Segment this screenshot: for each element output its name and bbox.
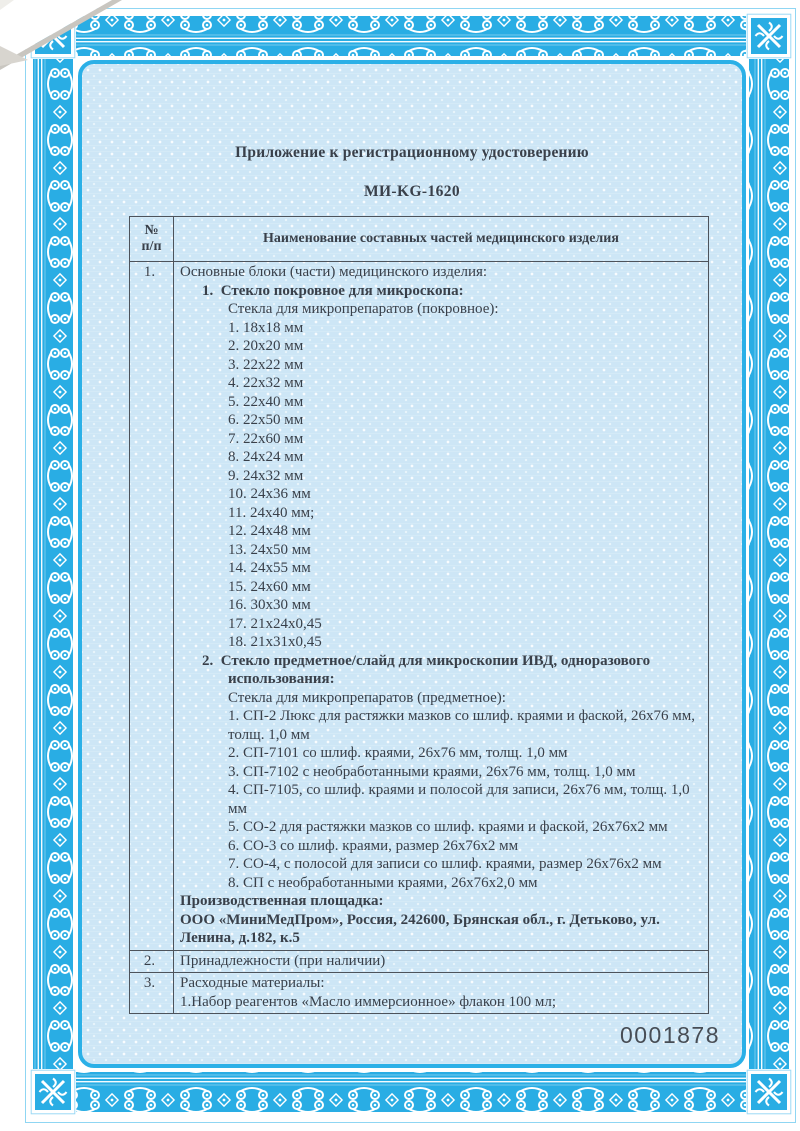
content-line: Стекла для микропрепаратов (покровное): [228,301,499,317]
content-line: 7. 22х60 мм [228,430,304,447]
table-row [130,950,709,973]
content-line: Расходные материалы: [180,975,325,991]
content-line: Принадлежности (при наличии) [180,952,386,969]
content-line: 11. 24х40 мм; [228,504,315,521]
content-line: 1.Набор реагентов «Масло иммерсионное» флакон 100 мл; [180,993,557,1010]
table-header-row [130,217,709,262]
content-line: 3. СП-7102 с необработанными краями, 26х76 мм, толщ. 1,0 мм [228,763,636,780]
row-content-cell [174,262,709,951]
content-line: ООО «МиниМедПром», Россия, 242600, Брянская обл., г. Детьково, ул. Ленина, д.182, к.5 [180,911,660,946]
content-line: 2. Стекло предметное/слайд для микроскопии ИВД, одноразового использования: [202,652,651,687]
components-table [129,216,709,1014]
content-line: 18. 21х31х0,45 [228,634,322,650]
content-line: 5. СО-2 для растяжки мазков со шлиф. краями и фаской, 26х76х2 мм [228,819,668,835]
content-line: 2. СП-7101 со шлиф. краями, 26х76 мм, толщ. 1,0 мм [228,745,568,761]
content-line: 7. СО-4, с полосой для записи со шлиф. краями, размер 26х76х2 мм [228,856,662,872]
content-line: 1. Стекло покровное для микроскопа: [202,282,464,299]
content-line: 12. 24х48 мм [228,523,311,539]
content-line: Производственная площадка: [180,893,384,909]
content-line: 16. 30х30 мм [228,597,311,613]
content-line: 4. СП-7105, со шлиф. краями и полосой для записи, 26х76 мм, толщ. 1,0 мм [228,782,690,817]
content-line: 1. СП-2 Люкс для растяжки мазков со шлиф. краями и фаской, 26х76 мм, толщ. 1,0 мм [228,708,696,743]
content-line: 6. 22х50 мм [228,412,304,428]
content-line: 17. 21х24х0,45 [228,615,322,632]
content-line: 10. 24х36 мм [228,486,311,502]
row-number-cell: 2. [130,950,174,973]
header-number-line1: № [144,223,159,238]
table-body [130,262,709,1014]
certificate-panel [78,60,746,1068]
row-content-cell [174,950,709,973]
header-number-cell [130,217,174,262]
header-name-cell: Наименование составных частей медицинского изделия [174,217,709,262]
content-line: 9. 24х32 мм [228,467,304,484]
content-line: 13. 24х50 мм [228,541,311,558]
content-line: 4. 22х32 мм [228,375,304,391]
content-line: 8. 24х24 мм [228,449,304,465]
table-row [130,262,709,951]
row-number-cell: 3. [130,973,174,1014]
content-line: 6. СО-3 со шлиф. краями, размер 26х76х2 мм [228,837,519,854]
content-line: 15. 24х60 мм [228,578,311,595]
content-line: 2. 20х20 мм [228,338,304,354]
header-number-line2: п/п [141,239,162,254]
content-line: Стекла для микропрепаратов (предметное): [228,689,506,706]
serial-number: 0001878 [619,1022,720,1048]
content-line: 1. 18х18 мм [228,319,304,336]
content-line: 14. 24х55 мм [228,560,311,576]
content-line: Основные блоки (части) медицинского изделия: [180,264,488,280]
row-number-cell: 1. [130,262,174,951]
content-line: 3. 22х22 мм [228,356,304,373]
table-row [130,973,709,1014]
document-number: МИ-KG-1620 [363,183,461,200]
row-content-cell [174,973,709,1014]
content-line: 8. СП с необработанными краями, 26х76х2,0 мм [228,874,538,891]
content-line: 5. 22х40 мм [228,393,304,410]
document-title: Приложение к регистрационному удостоверению [235,144,589,161]
